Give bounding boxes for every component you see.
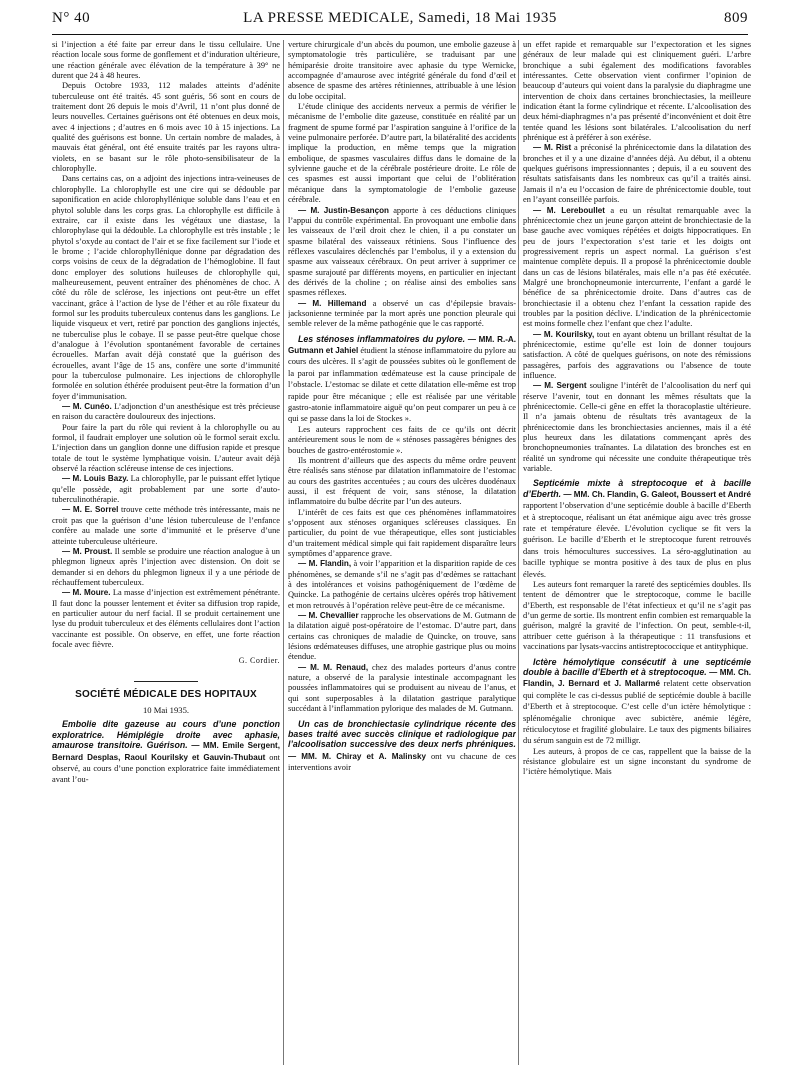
paragraph bbox=[288, 206, 516, 299]
column-separator bbox=[283, 40, 284, 1065]
speaker-name: — M. M. Renaud, bbox=[298, 662, 369, 672]
paragraph: Ils montrent d’ailleurs que des aspects du même ordre peuvent être réalisés sans sténose par dilatation inflammatoire de l’estomac au cours des gastrites accentuées ; au cours des ulcères duodénaux aussi, il est fréquent de voir, sans sténose, la dilatation inflammatoire du bulbe décrite par l’un des auteurs. bbox=[288, 455, 516, 507]
paragraph-text: ont observé, au cours d’une ponction exploratrice faite immédiatement avant l’ou- bbox=[52, 752, 280, 785]
paragraph bbox=[523, 381, 751, 474]
paragraph bbox=[523, 330, 751, 382]
paragraph-text: trouve cette méthode très intéressante, mais ne croit pas que la guérison d’une lésion tuberculeuse de l’enfance confère au malade une sorte d’immunité et le préserve d’une atteinte tuberculeuse ultérieure. bbox=[52, 505, 280, 546]
paragraph-text: La masse d’injection est extrêmement pénétrante. Il faut donc la pousser lentement et éviter sa diffusion trop rapide, en particulier autour du nerf facial. Il se produit certainement une lyse du produit tuberculeux et des éléments cellulaires dont l’action vaccinante est possible. On observe, en effet, une forte réaction focale avec fièvre. bbox=[52, 588, 280, 649]
header-rule bbox=[52, 34, 748, 35]
paragraph bbox=[52, 402, 280, 423]
paragraph-text: a eu un résultat remarquable avec la phrénicectomie chez un jeune garçon atteint de bronchiectasie de la base gauche avec vomiques répétées et doigts hippocratiques. En peu de jours l’expectoration s’est tarie et les doigts ont progressivement repris un aspect normal. La guérison s’est maintenue complète depuis. Il a proposé la phrénicectomie double dans un cas de lésions bilatérales, mais elle n’a pas été exécutée. Malgré une bronchopneumonie intercurrente, l’enfant a gardé le bénéfice de sa phrénicectomie droite. Dans d’autres cas de bronchiectasie il a obtenu chez l’enfant la cessation rapide des troubles par la position déclive. L’indication de la phrénicectomie est moins formelle chez l’enfant que chez l’adulte. bbox=[523, 205, 751, 329]
paragraph bbox=[52, 474, 280, 505]
paragraph: Les auteurs rapprochent ces faits de ce qu’ils ont décrit antérieurement sous le nom de « sténoses passagères bénignes des bouches de gastro-entérostomie ». bbox=[288, 424, 516, 455]
paragraph: L’intérêt de ces faits est que ces phénomènes inflammatoires s’opposent aux sténoses organiques scléreuses classiques. En particulier, du point de vue thérapeutique, elles sont justiciables d’un traitement médical simple qui fait rapidement disparaître leurs symptômes d’apparence grave. bbox=[288, 507, 516, 558]
paragraph-text: tout en ayant obtenu un brillant résultat de la phrénicectomie, estime qu’elle est loin de donner toujours satisfaction. A côté de quelques guérisons, on note des rémissions passagères, parfois des aggravations ou l’absence de toute influence. bbox=[523, 329, 751, 380]
author-signature: G. Cordier. bbox=[238, 656, 280, 666]
article-title: Les sténoses inflammatoires du pylore. bbox=[298, 333, 466, 344]
paragraph: un effet rapide et remarquable sur l’expectoration et les signes généraux de leur malade qui est cliniquement guéri. L’arbre bronchique a subi également des modifications favorables intéressantes. Cette observation vient confirmer l’opinion de beaucoup d’auteurs qui voient dans la paralysie du diaphragme une intervention de choix dans certaines bronchiectasies, la meilleure indication étant la forme cylindrique et récente. L’alcoolisation des deux hémi-diaphragmes n’a pas présenté d’inconvénient et doit être tentée quand les lésions sont bilatérales. L’alcoolisation du nerf phrénique est à préférer à son exérèse. bbox=[523, 40, 751, 143]
speaker-name: — M. Rist bbox=[533, 143, 572, 153]
paragraph-text: à voir l’apparition et la disparition rapide de ces phénomènes, se demande s’il ne s’agit pas d’œdèmes se rattachant à des intolérances et voisins pathogéniquement de l’œdème de Quincke. La pathogénie de certains ulcères opérés trop hâtivement et mon retrouvés à l’opération relève peut-être de ce mécanisme. bbox=[288, 559, 516, 610]
paragraph: verture chirurgicale d’un abcès du poumon, une embolie gazeuse à symptomatologie très particulière, se traduisant par une hémiparésie droite transitoire avec aphasie du type Wernicke, accompagnée d’amaurose avec intégrité générale du fond d’œil et absence de spasme des artères rétiniennes, attribuable à une lésion du lobe occipital. bbox=[288, 40, 516, 101]
journal-title: LA PRESSE MEDICALE, Samedi, 18 Mai 1935 bbox=[243, 10, 557, 26]
paragraph bbox=[52, 505, 280, 546]
paragraph-text: ont vu chacune de ces interventions avoir bbox=[288, 751, 516, 773]
article-heading bbox=[523, 657, 751, 747]
column-1 bbox=[52, 40, 280, 1070]
article-heading bbox=[523, 478, 751, 580]
paragraph bbox=[523, 206, 751, 330]
column-2 bbox=[288, 40, 516, 1070]
paragraph bbox=[288, 663, 516, 715]
article-heading bbox=[288, 719, 516, 774]
paragraph: Dans certains cas, on a adjoint des injections intra-veineuses de chlorophylle. La chlorophylle est une cire qui se dédouble par saponification en acide chlorophyllénique soluble dans l’eau et en phytol soluble dans les corps gras. La chlorophylle est difficile à extraire, car il existe dans les végétaux une diastase, la chlorophylase qui la dédouble. La chlorophylle est très instable ; le phytol s’oxyde au contact de l’air et se fixe facilement sur l’iode et le brome ; l’acide chlorophyllénique donne par dégradation des corps voisins de ceux de la dégradation de l’hémoglobine. Il faut donc employer des solutions huileuses de chlorophylle qui, malheureusement, peuvent entraîner des phénomènes de choc. A côté du rôle de sclérose, les injections ont peut-être un effet vaccinant, grâce à l’action de lyse de l’éther et au rôle fixateur du formol sur les produits tuberculeux contenus dans les ganglions. Le liquide visqueux et vert, retiré par ponction des ganglions injectés, ne tuberculise plus le cobaye. Il se passe peut-être quelque chose d’analogue à l’évolution spontanément favorable de certaines écrouelles. Marfan avait déjà constaté que la guérison des écrouelles, avant l’âge de 15 ans, confère une sorte d’immunité pour la tuberculose pulmonaire. Les injections de chlorophylle formolée en solution éthérée produisent peut-être la formation d’un foyer d’immunisation. bbox=[52, 174, 280, 401]
paragraph: L’étude clinique des accidents nerveux a permis de vérifier le mécanisme de l’embolie dite gazeuse, constituée en réalité par un fragment de spume formé par l’aspiration sanguine à l’orifice de la veine pulmonaire perforée. D’autre part, la bilatéralité des accidents implique la production, en même temps que la migration embolique, de spasmes vasculaires diffus dans le domaine de la sylvienne gauche et de la cérébrale postérieure droite. Le rôle de ces spasmes est aussi important que celui de l’oblitération mécanique dans la symptomatologie de l’embolie gazeuse cérébrale. bbox=[288, 102, 516, 205]
issue-number: N° 40 bbox=[52, 10, 91, 26]
page-number: 809 bbox=[724, 10, 748, 26]
section-divider bbox=[134, 681, 198, 682]
paragraph-text: apporte à ces déductions cliniques l’appui du contrôle expérimental. En provoquant une embolie dans les vaisseaux de l’œil droit chez le chien, il a pu constater un spasme bilatéral des vaisseaux rétiniens. Sous l’influence des réflexes vasculaires déclenchés par l’embolus, il y a extension du spasme aux vaisseaux cérébraux. On peut arriver à supprimer ce spasme surajouté par différents moyens, en particulier en injectant des dérivés de la choline ; on réalise ainsi des embolies sans spasmes réflexes. bbox=[288, 205, 516, 298]
article-heading bbox=[288, 334, 516, 425]
paragraph bbox=[288, 299, 516, 330]
speaker-name: — M. Moure. bbox=[62, 588, 111, 598]
speaker-name: — M. Lereboullet bbox=[533, 205, 605, 215]
article-authors: — MM. Ch. Flandin, G. Galeot, Boussert et André bbox=[561, 489, 751, 499]
paragraph-text: rapproche les observations de M. Gutmann de la dilatation aiguë post-opératoire de l’estomac. D’autre part, dans certains cas chroniques de maladie de Quincke, on trouve, sans lésions œdémateuses diffuses, une atrophie gastrique plus ou moins étendue. bbox=[288, 611, 516, 662]
article-title: Septicémie mixte à streptocoque et à bacille d’Eberth. bbox=[523, 478, 751, 499]
column-3 bbox=[523, 40, 751, 1070]
paragraph-text: relatent cette observation qui complète le cas ci-dessus publié de septicémie double à bacille d’Eberth et à streptocoque. C’est celle d’un ictère hémolytique : splénomégalie chronique avec subictère, anémie légère, réticulocytose et fragilité globulaire. Le taux des pigments biliaires du sérum sanguin est de 72 milligr. bbox=[523, 679, 751, 746]
paragraph-text: chez des malades porteurs d’anus contre nature, a observé de la paralysie intestinale accompagnant les poussées inflammatoires qui se produisent au niveau de l’anus, et qui sont superposables à la dilatation gastrique paralytique succédant à l’inflammation pylorique des malades de M. Gutmann. bbox=[288, 662, 516, 714]
paragraph: Depuis Octobre 1933, 112 malades atteints d’adénite tuberculeuse ont été traités. 45 sont guéris, 56 sont en cours de traitement dont 26 depuis le mois d’Avril, 11 n’ont plus donné de leurs nouvelles. Certaines guérisons ont été obtenues en deux mois, avec 4 injections ; d’autres en 6 mois avec 10 à 15 injections. La qualité des guérisons est bonne. Un certain nombre de malades, à mauvais état général, ont été ensuite traités par les rayons ultra-violets, en se basant sur le rôle photo-sensibilisateur de la chlorophylle. bbox=[52, 81, 280, 174]
speaker-name: — M. Cunéo. bbox=[62, 402, 112, 412]
speaker-name: — M. Sergent bbox=[533, 381, 587, 391]
paragraph bbox=[52, 547, 280, 588]
article-authors: — MM. M. Chiray et A. Malinsky bbox=[288, 751, 426, 761]
paragraph: Pour faire la part du rôle qui revient à la chlorophylle ou au formol, il faudrait employer une solution où le formol serait exclu. L’injection dans un ganglion donne une diffusion rapide et presque totale de tout le système lymphatique voisin. L’auteur avait déjà observé la réaction scléreuse intense de ces injections. bbox=[52, 422, 280, 474]
section-title: SOCIÉTÉ MÉDICALE DES HOPITAUX bbox=[75, 688, 257, 700]
article-authors: — MM. Emile Sergent, Bernard Desplas, Raoul Kourilsky et Gauvin-Thubaut bbox=[52, 741, 280, 762]
paragraph: Les auteurs font remarquer la rareté des septicémies doubles. Ils tentent de démontrer que le streptocoque, comme le bacille d’Eberth, est responsable de l’état infectieux et qu’il ne s’agit pas d’un germe de sortie. Ils montrent enfin combien est remarquable la guérison, malgré la gravité de l’infection. On peut, semble-t-il, attribuer cette guérison à la thérapeutique : 11 transfusions et vaccinations par lysats-vaccins antistreptococcique et antityphique. bbox=[523, 580, 751, 652]
paragraph-text: étudient la sténose inflammatoire du pylore au cours des ulcères. Il s’agit de poussées subites où le gonflement de la paroi par inflammation œdémateuse est la cause principale de l’obstacle. L’estomac se dilate et cette dilatation elle-même est trop rapide pour être mécanique ; elle est réalisée par une véritable gastro-atonie inflammatoire aiguë qu’on peut comparer un peu à ce qui se passe dans la loi de Stockes ». bbox=[288, 346, 516, 424]
paragraph-text: a observé un cas d’épilepsie bravais-jacksonienne terminée par la mort après une ponction pleurale qui semble relever de la même pathogénie que le cas rapporté. bbox=[288, 298, 516, 329]
section-date: 10 Mai 1935. bbox=[142, 704, 190, 715]
page-header bbox=[52, 10, 748, 34]
paragraph bbox=[523, 143, 751, 205]
paragraph-text: L’adjonction d’un anesthésique est très précieuse en raison du caractère douloureux des injections. bbox=[52, 402, 280, 422]
speaker-name: — M. Flandin, bbox=[298, 559, 352, 569]
speaker-name: — M. Proust. bbox=[62, 546, 113, 556]
article-title: Ictère hémolytique consécutif à une septicémie double à bacille d’Eberth et à streptocoque. bbox=[523, 656, 751, 677]
speaker-name: — M. Hillemand bbox=[298, 298, 367, 308]
speaker-name: — M. Justin-Besançon bbox=[298, 205, 389, 215]
article-title: Un cas de bronchiectasie cylindrique récente des bases traité avec succès clinique et radiologique par l’alcoolisation successive des deux nerfs phréniques. bbox=[288, 718, 516, 750]
article-authors: — MM. Ch. Flandin, J. Bernard et J. Mallarmé bbox=[523, 667, 751, 689]
article-heading bbox=[52, 719, 280, 785]
speaker-name: — M. Kourilsky, bbox=[533, 329, 595, 339]
paragraph bbox=[288, 611, 516, 663]
speaker-name: — M. E. Sorrel bbox=[62, 505, 119, 515]
speaker-name: — M. Chevallier bbox=[298, 611, 359, 621]
paragraph-text: a préconisé la phrénicectomie dans la dilatation des bronches et il y a une dizaine d’années déjà. Au début, il a obtenu quelques guérisons impressionnantes ; depuis, il a eu souvent des résultats satisfaisants dans les nombreux cas qu’il a traités ainsi. Jamais il n’a eu l’occasion de faire de phrénicectomie double, tout en l’ayant conseillée parfois. bbox=[523, 143, 751, 205]
paragraph-text: Il semble se produire une réaction analogue à un phlegmon ligneux après l’injection avec distension. On doit se demander si en dehors du phlegmon ligneux il y a une période de réchauffement tuberculeux. bbox=[52, 546, 280, 587]
article-title: Embolie dite gazeuse au cours d’une ponction exploratrice. Hémiplégie droite avec aphasie, amaurose transitoire. Guérison. bbox=[52, 719, 280, 751]
paragraph-text: rapportent l’observation d’une septicémie double à bacille d’Eberth et à streptocoque, réalisant un état anémique aigu avec très grosse rate et température élevée. L’évolution cyclique se fit vers la guérison. Le bacille d’Eberth et le streptocoque furent retrouvés dans trois hémocultures successives. La séro-agglutination au bacille typhique se montra positive à des taux de plus en plus élevés. bbox=[523, 501, 751, 579]
paragraph: si l’injection a été faite par erreur dans le tissu cellulaire. Une réaction locale sous forme de gonflement et d’induration ultérieure, une réaction générale avec élévation de la température à 39° ne durent que 24 à 48 heures. bbox=[52, 40, 280, 81]
paragraph: Les auteurs, à propos de ce cas, rappellent que la baisse de la résistance globulaire est un signe inconstant du syndrome de l’ictère hémolytique. Mais bbox=[523, 746, 751, 777]
speaker-name: — M. Louis Bazy. bbox=[62, 474, 129, 484]
column-separator bbox=[518, 40, 519, 1065]
paragraph-text: souligne l’intérêt de l’alcoolisation du nerf qui réserve l’avenir, tout en donnant les mêmes résultats que la phrénicectomie. Celle-ci gêne en effet la thoracoplastie ultérieure. Il n’a jamais obtenu de résultats très avantageux de la phrénicectomie dans les bronchiectasies anciennes, mais il a été plus heureux dans les dilatations commençant après des bronchopneumonies traînantes. La dilatation des bronches est en réalité un syndrome qui nécessite une conduite thérapeutique très variable. bbox=[523, 381, 751, 474]
article-authors: — MM. R.-A. Gutmann et Jahiel bbox=[288, 334, 516, 356]
paragraph-text: La chlorophylle, par le puissant effet lytique qu’elle possède, agit probablement par une sorte d’auto-tuberculinothérapie. bbox=[52, 474, 280, 505]
paragraph bbox=[288, 559, 516, 611]
paragraph bbox=[52, 588, 280, 650]
